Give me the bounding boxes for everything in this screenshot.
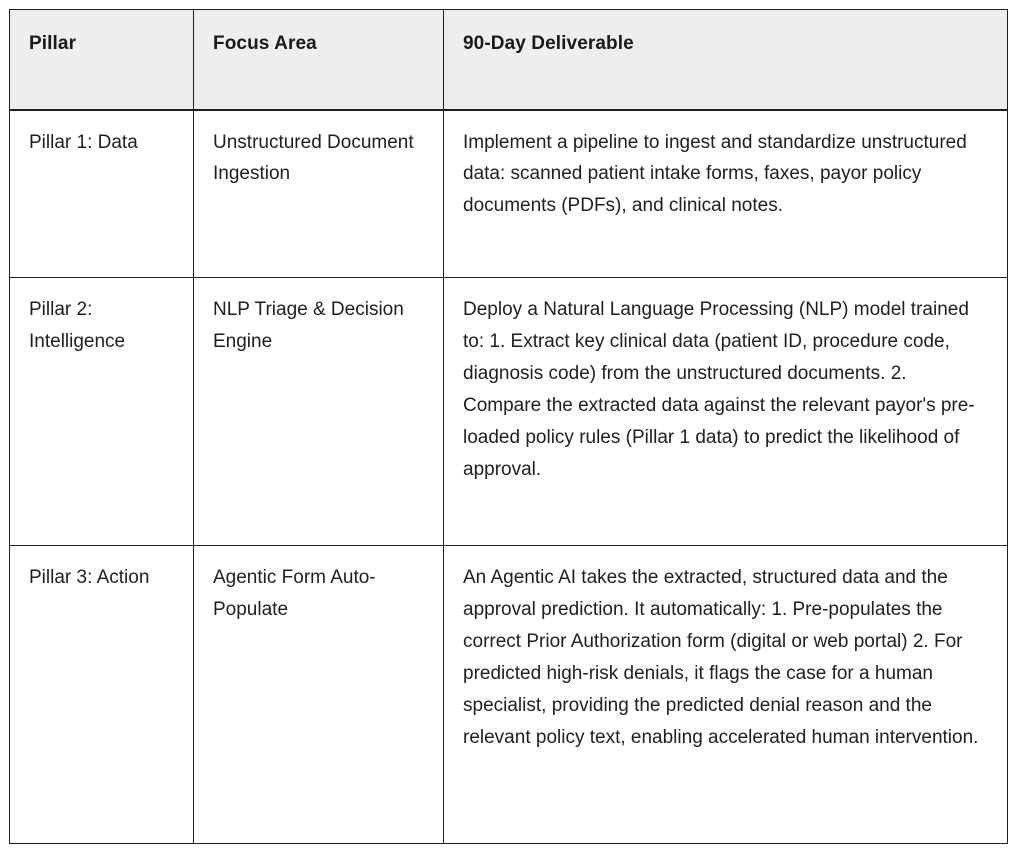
table-header	[10, 10, 1008, 110]
cell-deliverable-3: An Agentic AI takes the extracted, structured data and the approval prediction. It automatically: 1. Pre-populates the correct Prior Authorization form (digital or web portal) 2. For predicted high-risk denials, it flags the case for a human specialist, providing the predicted denial reason and the relevant policy text, enabling accelerated human intervention.	[463, 567, 979, 748]
cell-focus-area-2: NLP Triage & Decision Engine	[194, 278, 444, 546]
column-header-pillar: Pillar	[10, 10, 194, 110]
table-row	[10, 546, 1008, 844]
cell-pillar-3: Pillar 3: Action	[10, 546, 194, 844]
table-row	[10, 110, 1008, 278]
table-row	[10, 278, 1008, 546]
cell-pillar-2: Pillar 2: Intelligence	[10, 278, 194, 546]
column-header-90-day-deliverable: 90-Day Deliverable	[444, 10, 1008, 110]
cell-deliverable-2: Deploy a Natural Language Processing (NLP) model trained to: 1. Extract key clinical data (patient ID, procedure code, diagnosis code) from the unstructured documents. 2. Compare the extracted data against the relevant payor's pre-loaded policy rules (Pillar 1 data) to predict the likelihood of approval.	[444, 278, 1008, 546]
cell-focus-area-3: Agentic Form Auto-Populate	[194, 546, 444, 844]
table-body	[10, 110, 1008, 844]
cell-focus-area-1: Unstructured Document Ingestion	[194, 110, 444, 278]
cell-pillar-1: Pillar 1: Data	[10, 110, 194, 278]
cell-deliverable-1: Implement a pipeline to ingest and standardize unstructured data: scanned patient intake forms, faxes, payor policy documents (PDFs), and clinical notes.	[444, 110, 1008, 278]
table-header-row	[10, 10, 1008, 110]
pillar-roadmap-table	[9, 9, 1008, 844]
column-header-focus-area: Focus Area	[194, 10, 444, 110]
